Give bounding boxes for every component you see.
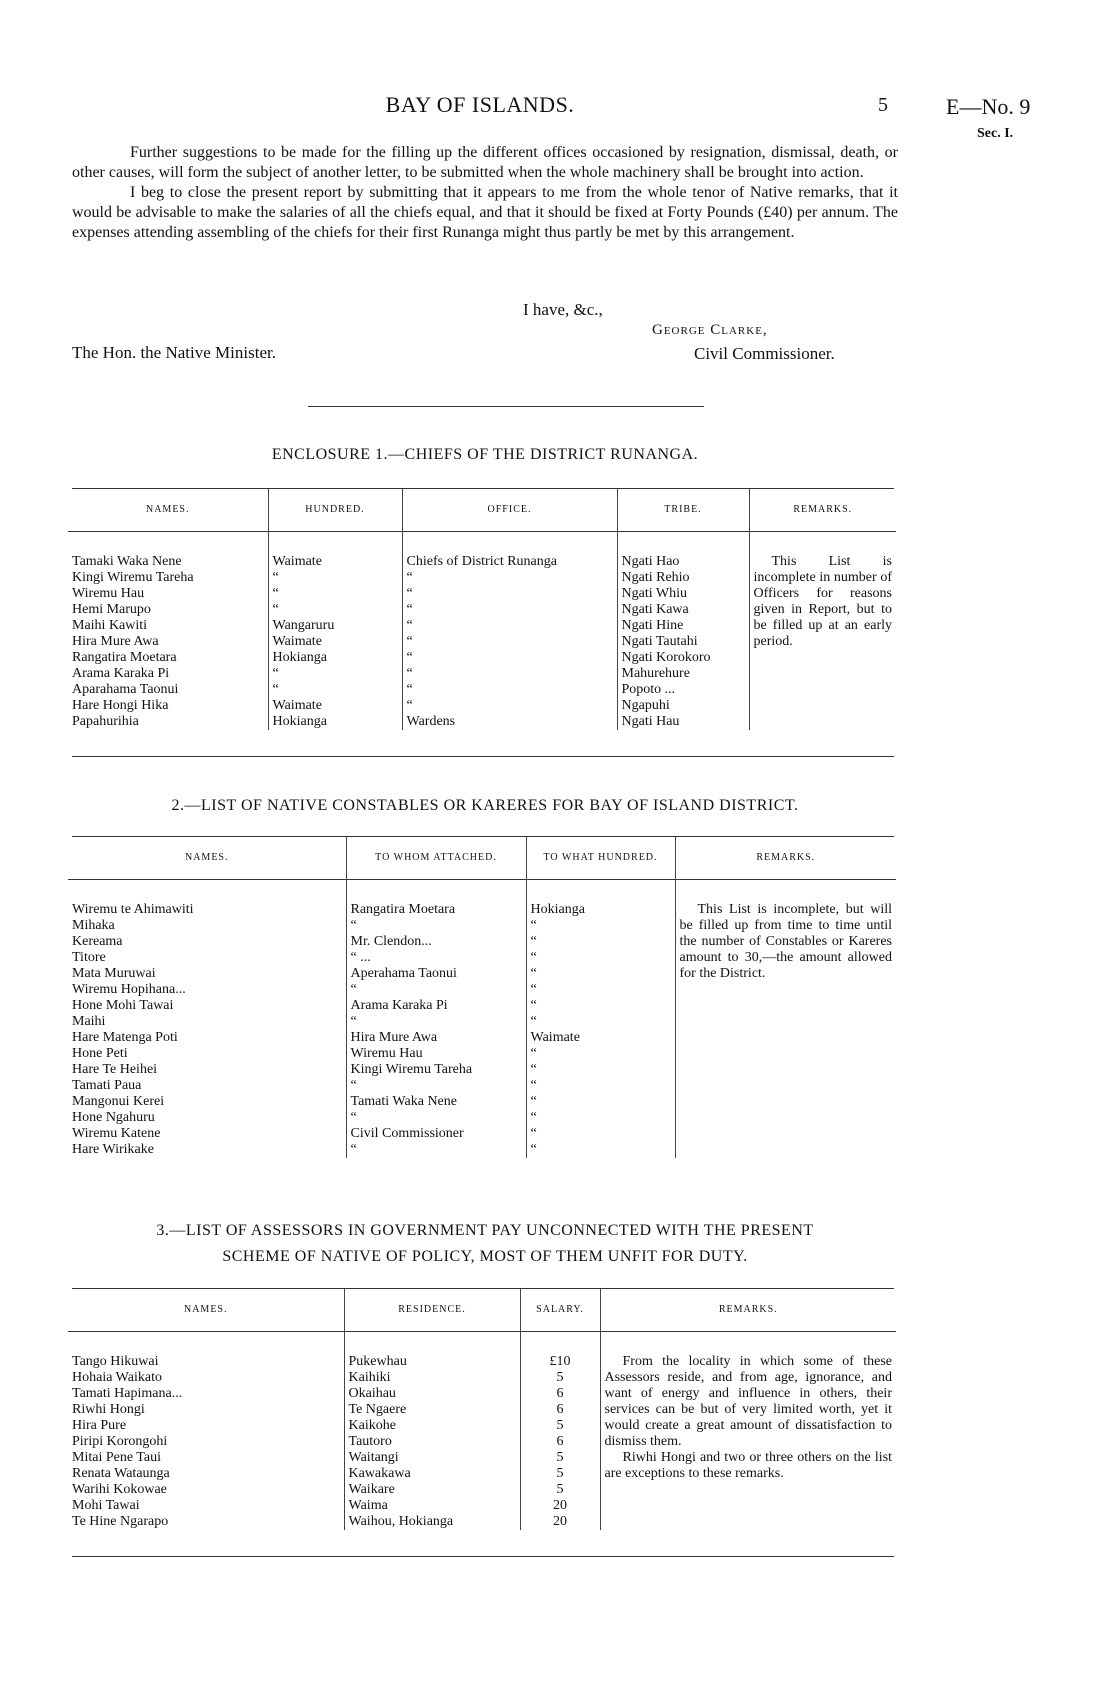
attached-cell [346,1142,526,1158]
name-cell-text: Mangonui Kerei [72,1094,165,1109]
hundred-cell-text: “ [530,1046,537,1061]
name-cell-text: Rangatira Moetara [72,650,177,665]
hundred-cell-text: “ [272,602,279,617]
salary-cell [520,1482,600,1498]
salary-cell-text: 20 [553,1514,567,1529]
salary-cell-text: £10 [549,1354,571,1369]
name-cell [68,880,346,919]
hundred-cell-text: “ [530,998,537,1013]
attached-cell [346,998,526,1014]
name-cell [68,666,268,682]
name-cell-text: Hemi Marupo [72,602,151,617]
attached-cell-text: Wiremu Hau [350,1046,423,1061]
hundred-cell-text: “ [272,666,279,681]
salary-cell [520,1332,600,1371]
attached-cell [346,1014,526,1030]
attached-cell-text: Arama Karaka Pi [350,998,448,1013]
salary-cell [520,1402,600,1418]
office-cell [402,650,617,666]
name-cell-text: Maihi Kawiti [72,618,148,633]
hundred-cell-text: Hokianga [530,902,585,917]
salary-cell [520,1450,600,1466]
hundred-cell-text: “ [530,1094,537,1109]
name-cell-text: Warihi Kokowae [72,1482,167,1497]
column-header: NAMES. [184,852,229,863]
name-cell [68,1078,346,1094]
hundred-cell-text: Waimate [530,1030,580,1045]
hundred-cell-text: “ [530,1126,537,1141]
attached-cell-text: “ [350,982,357,997]
hundred-cell-text: Hokianga [272,650,327,665]
office-cell [402,682,617,698]
salary-cell-text: 5 [556,1418,564,1433]
office-cell [402,666,617,682]
attached-cell [346,950,526,966]
tribe-cell-text: Ngati Tautahi [621,634,698,649]
column-header: REMARKS. [675,837,896,880]
enclosure2-caption: 2.—LIST OF NATIVE CONSTABLES OR KARERES FOR BAY OF ISLAND DISTRICT. [171,797,799,814]
hundred-cell [268,586,402,602]
column-header: REMARKS. [749,489,896,532]
name-cell [68,1418,344,1434]
name-cell-text: Tamati Paua [72,1078,142,1093]
salary-cell [520,1434,600,1450]
residence-cell-text: Waima [348,1498,388,1513]
name-cell [68,698,268,714]
residence-cell-text: Te Ngaere [348,1402,407,1417]
hundred-cell [268,570,402,586]
tribe-cell-text: Ngati Kawa [621,602,689,617]
hundred-cell-text: “ [530,950,537,965]
hundred-cell [526,950,675,966]
hundred-cell-text: Wangaruru [272,618,335,633]
hundred-cell-text: “ [272,570,279,585]
salary-cell [520,1418,600,1434]
attached-cell-text: Hira Mure Awa [350,1030,438,1045]
column-header: HUNDRED. [268,489,402,532]
tribe-cell [617,666,749,682]
tribe-cell [617,570,749,586]
office-cell-text: “ [406,682,413,697]
salary-cell [520,1514,600,1530]
assessors-table [68,1289,896,1530]
hundred-cell-text: “ [530,1142,537,1157]
remarks-cell [600,1332,896,1531]
name-cell [68,966,346,982]
hundred-cell [526,880,675,919]
name-cell [68,1386,344,1402]
constables-table [68,837,896,1158]
office-cell-text: “ [406,618,413,633]
name-cell [68,1498,344,1514]
hundred-cell [526,1142,675,1158]
attached-cell [346,1110,526,1126]
residence-cell [344,1386,520,1402]
attached-cell [346,1062,526,1078]
name-cell [68,934,346,950]
salary-cell-text: 6 [556,1386,564,1401]
hundred-cell [268,634,402,650]
office-cell [402,586,617,602]
name-cell-text: Tamaki Waka Nene [72,554,182,569]
name-cell-text: Hare Te Heihei [72,1062,158,1077]
office-cell-text: “ [406,586,413,601]
attached-cell-text: Mr. Clendon... [350,934,432,949]
attached-cell-text: Kingi Wiremu Tareha [350,1062,473,1077]
tribe-cell-text: Ngati Rehio [621,570,690,585]
residence-cell-text: Waitangi [348,1450,399,1465]
salary-cell [520,1498,600,1514]
enclosure3-caption-line1: 3.—LIST OF ASSESSORS IN GOVERNMENT PAY UNCONNECTED WITH THE PRESENT [156,1222,814,1239]
column-header: OFFICE. [402,489,617,532]
hundred-cell-text: “ [530,918,537,933]
office-cell [402,634,617,650]
salary-cell-text: 5 [556,1450,564,1465]
hundred-cell [526,1062,675,1078]
hundred-cell [268,714,402,730]
tribe-cell [617,650,749,666]
attached-cell [346,880,526,919]
name-cell-text: Hare Wirikake [72,1142,154,1157]
name-cell-text: Mitai Pene Taui [72,1450,161,1465]
office-cell-text: “ [406,650,413,665]
remarks-paragraph: From the locality in which some of these Assessors reside, and from age, ignorance, and want of energy and influence in others, their services can be but of very limited worth, yet it would create a great amount of dissatisfaction to dismiss them. [604,1354,892,1449]
hundred-cell [526,982,675,998]
name-cell-text: Wiremu Katene [72,1126,161,1141]
letter-body [72,143,898,243]
name-cell-text: Tango Hikuwai [72,1354,159,1369]
residence-cell-text: Waikare [348,1482,395,1497]
residence-cell-text: Tautoro [348,1434,392,1449]
name-cell [68,950,346,966]
hundred-cell-text: “ [530,1014,537,1029]
column-header: NAMES. [183,1304,228,1315]
tribe-cell [617,698,749,714]
residence-cell-text: Kaihiki [348,1370,391,1385]
hundred-cell [526,966,675,982]
signature-title: Civil Commissioner. [694,344,835,363]
enclosure3-caption-line2: SCHEME OF NATIVE OF POLICY, MOST OF THEM UNFIT FOR DUTY. [222,1248,748,1265]
office-cell-text: “ [406,634,413,649]
attached-cell [346,966,526,982]
name-cell-text: Arama Karaka Pi [72,666,170,681]
name-cell [68,1466,344,1482]
table3-bottom-rule [72,1556,894,1557]
hundred-cell [526,918,675,934]
tribe-cell-text: Ngati Korokoro [621,650,711,665]
tribe-cell-text: Ngati Hine [621,618,684,633]
chiefs-table [68,489,896,730]
name-cell [68,1514,344,1530]
name-cell [68,982,346,998]
name-cell [68,682,268,698]
name-cell [68,570,268,586]
letter-paragraph-2: I beg to close the present report by submitting that it appears to me from the whole tenor of Native remarks, that it would be advisable to make the salaries of all the chiefs equal, and that it should be fixed at Forty Pounds (£40) per annum. The expenses attending assembling of the chiefs for their first Runanga might thus partly be met by this arrangement. [72,184,898,241]
column-header: NAMES. [145,504,190,515]
hundred-cell [526,1126,675,1142]
salary-cell-text: 6 [556,1434,564,1449]
column-header: TO WHOM ATTACHED. [346,837,526,880]
name-cell-text: Te Hine Ngarapo [72,1514,169,1529]
name-cell [68,1332,344,1371]
attached-cell-text: Civil Commissioner [350,1126,464,1141]
tribe-cell [617,634,749,650]
residence-cell [344,1434,520,1450]
name-cell-text: Wiremu te Ahimawiti [72,902,194,917]
signature-name: George Clarke, [652,322,768,338]
name-cell [68,1370,344,1386]
attached-cell [346,982,526,998]
name-cell-text: Hira Mure Awa [72,634,159,649]
name-cell [68,1046,346,1062]
column-header: RESIDENCE. [344,1289,520,1332]
name-cell [68,634,268,650]
name-cell [68,918,346,934]
hundred-cell [268,602,402,618]
office-cell [402,602,617,618]
office-cell [402,570,617,586]
name-cell-text: Renata Wataunga [72,1466,170,1481]
name-cell [68,1094,346,1110]
remarks-text: This List is incomplete in number of Officers for reasons given in Report, but to be filled up at an early period. [753,554,892,649]
hundred-cell [526,1078,675,1094]
hundred-cell [526,1046,675,1062]
residence-cell [344,1418,520,1434]
hundred-cell [526,1030,675,1046]
name-cell-text: Hone Ngahuru [72,1110,155,1125]
residence-cell-text: Kaikohe [348,1418,396,1433]
name-cell [68,998,346,1014]
salary-cell [520,1386,600,1402]
table-row [68,1332,896,1371]
residence-cell [344,1402,520,1418]
salary-cell-text: 5 [556,1370,564,1385]
name-cell-text: Hone Mohi Tawai [72,998,174,1013]
name-cell [68,1110,346,1126]
salary-cell [520,1370,600,1386]
hundred-cell [268,532,402,571]
remarks-paragraph: Riwhi Hongi and two or three others on the list are exceptions to these remarks. [604,1450,892,1481]
column-header: REMARKS. [600,1289,896,1332]
letter-paragraph-1: Further suggestions to be made for the filling up the different offices occasioned by resignation, dismissal, death, or other causes, will form the subject of another letter, to be submitted when the whole machinery shall be brought into action. [72,144,898,181]
office-cell-text: “ [406,666,413,681]
attached-cell-text: “ [350,1014,357,1029]
attached-cell [346,1126,526,1142]
office-cell-text: “ [406,570,413,585]
tribe-cell [617,714,749,730]
attached-cell-text: “ [350,1078,357,1093]
office-cell [402,532,617,571]
office-cell-text: Wardens [406,714,456,729]
attached-cell-text: “ [350,1142,357,1157]
enclosure1-caption: ENCLOSURE 1.—CHIEFS OF THE DISTRICT RUNANGA. [271,446,699,463]
hundred-cell [268,650,402,666]
name-cell [68,602,268,618]
hundred-cell-text: Waimate [272,554,322,569]
tribe-cell-text: Ngati Whiu [621,586,687,601]
attached-cell [346,918,526,934]
hundred-cell-text: “ [530,1062,537,1077]
hundred-cell-text: “ [530,1078,537,1093]
residence-cell [344,1370,520,1386]
hundred-cell-text: “ [272,682,279,697]
attached-cell [346,934,526,950]
tribe-cell [617,618,749,634]
salary-cell [520,1466,600,1482]
table-row [68,880,896,919]
attached-cell-text: “ ... [350,950,371,965]
residence-cell [344,1482,520,1498]
letter-closing: I have, &c., [523,300,603,319]
tribe-cell [617,602,749,618]
salary-cell-text: 5 [556,1466,564,1481]
name-cell-text: Riwhi Hongi [72,1402,145,1417]
name-cell-text: Hone Peti [72,1046,128,1061]
page-number: 5 [878,94,888,116]
tribe-cell [617,586,749,602]
hundred-cell-text: “ [530,934,537,949]
name-cell [68,1402,344,1418]
hundred-cell [268,682,402,698]
name-cell [68,618,268,634]
name-cell-text: Papahurihia [72,714,139,729]
hundred-cell [268,666,402,682]
name-cell-text: Kingi Wiremu Tareha [72,570,194,585]
section-label: Sec. I. [977,126,1014,141]
name-cell [68,1434,344,1450]
remarks-cell [749,532,896,731]
hundred-cell-text: “ [530,966,537,981]
name-cell [68,1142,346,1158]
attached-cell-text: “ [350,918,357,933]
office-cell-text: “ [406,698,413,713]
residence-cell [344,1450,520,1466]
name-cell-text: Mohi Tawai [72,1498,140,1513]
residence-cell-text: Okaihau [348,1386,396,1401]
tribe-cell-text: Ngapuhi [621,698,670,713]
name-cell-text: Titore [72,950,106,965]
hundred-cell-text: “ [530,1110,537,1125]
residence-cell [344,1498,520,1514]
remarks-cell [675,880,896,1159]
office-cell-text: Chiefs of District Runanga [406,554,557,569]
column-header: TRIBE. [617,489,749,532]
tribe-cell [617,682,749,698]
column-header: TO WHAT HUNDRED. [526,837,675,880]
name-cell [68,1450,344,1466]
attached-cell-text: Rangatira Moetara [350,902,456,917]
office-cell [402,714,617,730]
name-cell [68,1014,346,1030]
salary-cell-text: 5 [556,1482,564,1497]
attached-cell [346,1046,526,1062]
name-cell [68,1062,346,1078]
name-cell-text: Aparahama Taonui [72,682,179,697]
name-cell [68,650,268,666]
hundred-cell [268,618,402,634]
name-cell-text: Hare Hongi Hika [72,698,169,713]
name-cell [68,714,268,730]
salary-cell-text: 20 [553,1498,567,1513]
column-header: SALARY. [520,1289,600,1332]
residence-cell [344,1466,520,1482]
name-cell-text: Hira Pure [72,1418,127,1433]
tribe-cell-text: Popoto ... [621,682,676,697]
name-cell [68,1482,344,1498]
hundred-cell [526,1094,675,1110]
hundred-cell-text: Waimate [272,698,322,713]
name-cell-text: Piripi Korongohi [72,1434,168,1449]
name-cell-text: Tamati Hapimana... [72,1386,183,1401]
attached-cell [346,1030,526,1046]
residence-cell [344,1514,520,1530]
residence-cell [344,1332,520,1371]
page-title: BAY OF ISLANDS. [385,92,575,117]
hundred-cell [526,1014,675,1030]
salary-cell-text: 6 [556,1402,564,1417]
tribe-cell [617,532,749,571]
office-cell [402,698,617,714]
hundred-cell-text: “ [530,982,537,997]
name-cell-text: Maihi [72,1014,106,1029]
hundred-cell-text: “ [272,586,279,601]
office-cell [402,618,617,634]
hundred-cell-text: Waimate [272,634,322,649]
hundred-cell [268,698,402,714]
office-cell-text: “ [406,602,413,617]
residence-cell-text: Kawakawa [348,1466,411,1481]
attached-cell [346,1078,526,1094]
attached-cell-text: “ [350,1110,357,1125]
name-cell-text: Wiremu Hopihana... [72,982,186,997]
name-cell-text: Hare Matenga Poti [72,1030,178,1045]
name-cell [68,1126,346,1142]
hundred-cell-text: Hokianga [272,714,327,729]
name-cell [68,586,268,602]
residence-cell-text: Waihou, Hokianga [348,1514,454,1529]
table-row [68,532,896,571]
name-cell-text: Mata Muruwai [72,966,156,981]
name-cell [68,1030,346,1046]
name-cell-text: Wiremu Hau [72,586,145,601]
remarks-text: This List is incomplete, but will be filled up from time to time until the number of Constables or Kareres amount to 30,—the amount allowed for the District. [679,902,892,981]
residence-cell-text: Pukewhau [348,1354,407,1369]
name-cell [68,532,268,571]
name-cell-text: Hohaia Waikato [72,1370,162,1385]
document-reference: E—No. 9 [946,94,1031,119]
hundred-cell [526,934,675,950]
addressee: The Hon. the Native Minister. [72,343,276,362]
hundred-cell [526,1110,675,1126]
tribe-cell-text: Mahurehure [621,666,690,681]
attached-cell [346,1094,526,1110]
tribe-cell-text: Ngati Hau [621,714,680,729]
attached-cell-text: Tamati Waka Nene [350,1094,457,1109]
table1-bottom-rule [72,756,894,757]
tribe-cell-text: Ngati Hao [621,554,680,569]
name-cell-text: Mihaka [72,918,115,933]
hundred-cell [526,998,675,1014]
section-divider [308,406,704,407]
attached-cell-text: Aperahama Taonui [350,966,457,981]
name-cell-text: Kereama [72,934,123,949]
